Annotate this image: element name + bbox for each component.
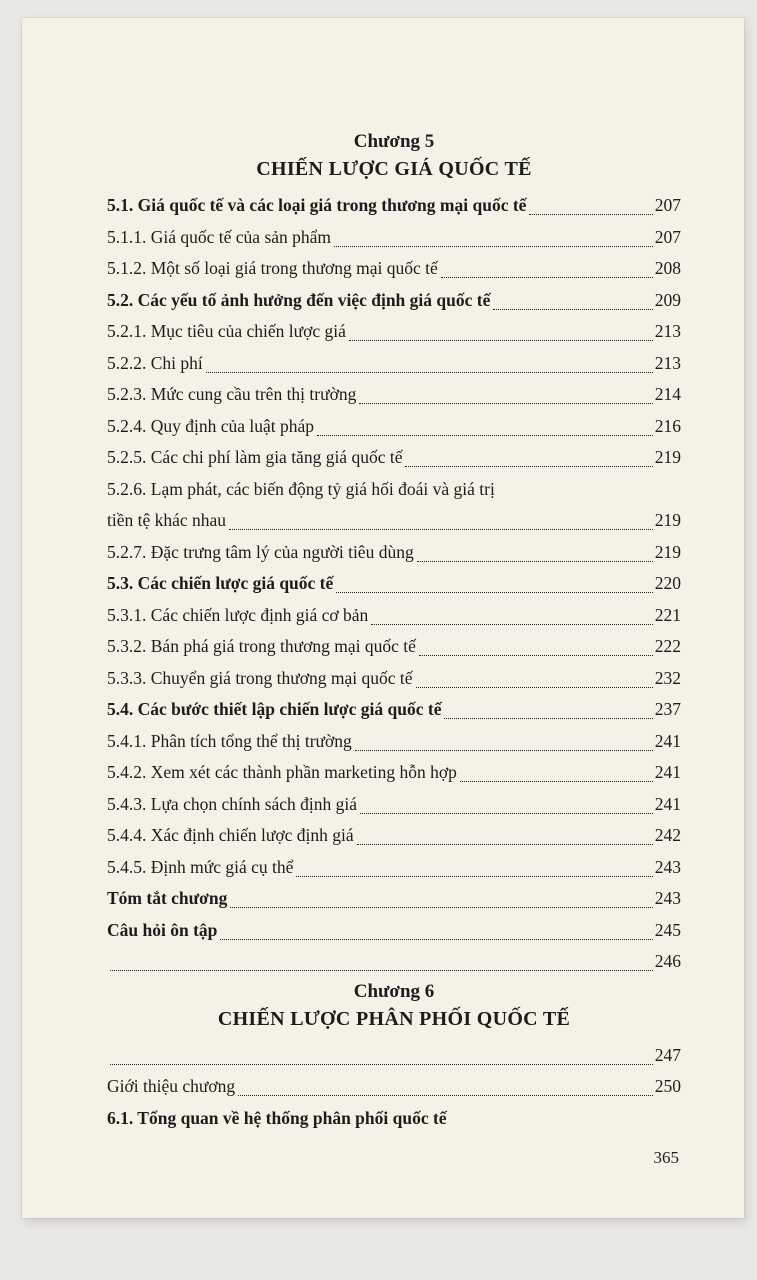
toc-page-number: 213 xyxy=(654,352,681,373)
toc-entry-title: 5.1.2. Một số loại giá trong thương mại quốc tế xyxy=(107,258,438,278)
toc-page-number: 243 xyxy=(654,856,681,877)
toc-row xyxy=(107,222,681,254)
toc-entry-title: 5.1. Giá quốc tế và các loại giá trong thương mại quốc tế xyxy=(107,195,527,215)
toc-row xyxy=(107,190,681,222)
toc-row-continuation xyxy=(107,505,681,537)
toc-page-number: 207 xyxy=(654,226,681,247)
dot-leader xyxy=(360,813,653,814)
dot-leader xyxy=(206,372,653,373)
toc-entry-title: 5.2.1. Mục tiêu của chiến lược giá xyxy=(107,321,346,341)
dot-leader xyxy=(349,340,653,341)
dot-leader xyxy=(371,624,652,625)
table-of-contents xyxy=(107,130,681,1134)
toc-row xyxy=(107,820,681,852)
book-page xyxy=(22,18,744,1218)
dot-leader xyxy=(529,214,652,215)
dot-leader xyxy=(417,561,653,562)
chapter-5-label: Chương 5 xyxy=(353,131,435,152)
toc-row xyxy=(107,789,681,821)
chapter-5-entries xyxy=(107,190,681,946)
dot-leader xyxy=(296,876,652,877)
dot-leader xyxy=(220,939,652,940)
toc-page-number: 222 xyxy=(654,636,681,656)
toc-row xyxy=(107,1040,681,1072)
toc-row xyxy=(107,379,681,411)
toc-row-stray xyxy=(107,946,681,978)
toc-page-number: 241 xyxy=(654,730,681,751)
chapter-6-entries xyxy=(107,1040,681,1135)
toc-entry-title: 6.1. Tổng quan về hệ thống phân phối quốc tế xyxy=(107,1107,447,1128)
toc-entry-title: 5.3.1. Các chiến lược định giá cơ bản xyxy=(107,604,369,625)
toc-page-number: 208 xyxy=(654,258,681,278)
toc-page-number: 214 xyxy=(654,384,681,404)
toc-page-number: 247 xyxy=(654,1044,681,1065)
toc-row xyxy=(107,474,681,506)
toc-page-number: 241 xyxy=(654,793,681,814)
toc-entry-title: 5.3.3. Chuyển giá trong thương mại quốc tế xyxy=(107,667,413,688)
dot-leader xyxy=(238,1095,653,1096)
toc-page-number: 207 xyxy=(654,195,681,215)
toc-entry-title: Tóm tắt chương xyxy=(107,888,228,908)
stray-page-number: 246 xyxy=(654,951,681,971)
toc-page-number: 216 xyxy=(654,415,681,436)
toc-page-number: 209 xyxy=(654,289,681,310)
toc-page-number: 237 xyxy=(654,699,681,719)
toc-row xyxy=(107,442,681,474)
toc-row xyxy=(107,883,681,915)
toc-entry-title: 5.4.1. Phân tích tổng thể thị trường xyxy=(107,730,352,751)
toc-page-number: 221 xyxy=(654,604,681,625)
chapter-6-label: Chương 6 xyxy=(353,980,435,1002)
toc-entry-title: Giới thiệu chương xyxy=(107,1076,236,1096)
dot-leader xyxy=(419,655,653,656)
dot-leader xyxy=(336,592,652,593)
toc-row xyxy=(107,726,681,758)
toc-entry-title: Câu hỏi ôn tập xyxy=(107,919,218,940)
toc-entry-title: 5.2.4. Quy định của luật pháp xyxy=(107,415,315,436)
toc-row xyxy=(107,757,681,789)
dot-leader xyxy=(460,781,653,782)
toc-row xyxy=(107,253,681,285)
toc-row xyxy=(107,537,681,569)
toc-row xyxy=(107,852,681,884)
toc-entry-title: 5.3.2. Bán phá giá trong thương mại quốc tế xyxy=(107,636,416,656)
toc-page-number: 220 xyxy=(654,573,681,593)
toc-entry-title: 5.2.2. Chi phí xyxy=(107,352,203,373)
toc-row xyxy=(107,285,681,317)
toc-page-number: 245 xyxy=(654,919,681,940)
toc-row xyxy=(107,631,681,663)
dot-leader xyxy=(359,403,652,404)
dot-leader xyxy=(444,718,652,719)
toc-page-number: 219 xyxy=(654,447,681,467)
dot-leader xyxy=(441,277,653,278)
toc-page-number: 219 xyxy=(654,510,681,530)
toc-entry-title: 5.4.3. Lựa chọn chính sách định giá xyxy=(107,793,358,814)
toc-page-number: 250 xyxy=(654,1076,681,1096)
toc-row xyxy=(107,663,681,695)
toc-page-number: 219 xyxy=(654,541,681,562)
toc-entry-title: 5.4.2. Xem xét các thành phần marketing hỗn hợp xyxy=(107,762,457,782)
toc-row xyxy=(107,694,681,726)
toc-entry-title: 5.1.1. Giá quốc tế của sản phẩm xyxy=(107,226,332,247)
toc-page-number: 232 xyxy=(654,667,681,688)
toc-row xyxy=(107,568,681,600)
toc-entry-title: 5.2.6. Lạm phát, các biến động tỷ giá hối đoái và giá trị xyxy=(107,478,495,499)
toc-row xyxy=(107,348,681,380)
dot-leader xyxy=(334,246,653,247)
dot-leader xyxy=(229,529,653,530)
page-number: 365 xyxy=(653,1148,679,1167)
toc-entry-title: 5.2. Các yếu tố ảnh hưởng đến việc định giá quốc tế xyxy=(107,289,491,310)
toc-row xyxy=(107,915,681,947)
toc-row xyxy=(107,1103,681,1135)
toc-row xyxy=(107,411,681,443)
toc-row xyxy=(107,316,681,348)
toc-entry-title: 5.2.3. Mức cung cầu trên thị trường xyxy=(107,384,357,404)
dot-leader xyxy=(230,907,652,908)
toc-row xyxy=(107,1071,681,1103)
toc-page-number: 243 xyxy=(654,888,681,908)
toc-page-number: 213 xyxy=(654,321,681,341)
toc-entry-title: 5.2.7. Đặc trưng tâm lý của người tiêu dùng xyxy=(107,541,414,562)
toc-entry-title: 5.4.4. Xác định chiến lược định giá xyxy=(107,825,354,845)
dot-leader xyxy=(317,435,653,436)
dot-leader xyxy=(405,466,652,467)
dot-leader xyxy=(493,309,652,310)
dot-leader xyxy=(416,687,653,688)
toc-entry-title: 5.2.5. Các chi phí làm gia tăng giá quốc tế xyxy=(107,447,403,467)
dot-leader xyxy=(357,844,653,845)
toc-page-number: 242 xyxy=(654,825,681,845)
toc-entry-title: 5.4.5. Định mức giá cụ thể xyxy=(107,856,294,877)
toc-entry-continuation: tiền tệ khác nhau xyxy=(107,510,227,530)
toc-entry-title: 5.3. Các chiến lược giá quốc tế xyxy=(107,573,334,593)
toc-entry-title: 5.4. Các bước thiết lập chiến lược giá quốc tế xyxy=(107,699,442,719)
chapter-5-title: CHIẾN LƯỢC GIÁ QUỐC TẾ xyxy=(256,158,532,180)
dot-leader xyxy=(355,750,653,751)
toc-page-number: 241 xyxy=(654,762,681,782)
toc-row xyxy=(107,600,681,632)
dot-leader xyxy=(110,1064,653,1065)
chapter-6-title: CHIẾN LƯỢC PHÂN PHỐI QUỐC TẾ xyxy=(217,1007,571,1030)
